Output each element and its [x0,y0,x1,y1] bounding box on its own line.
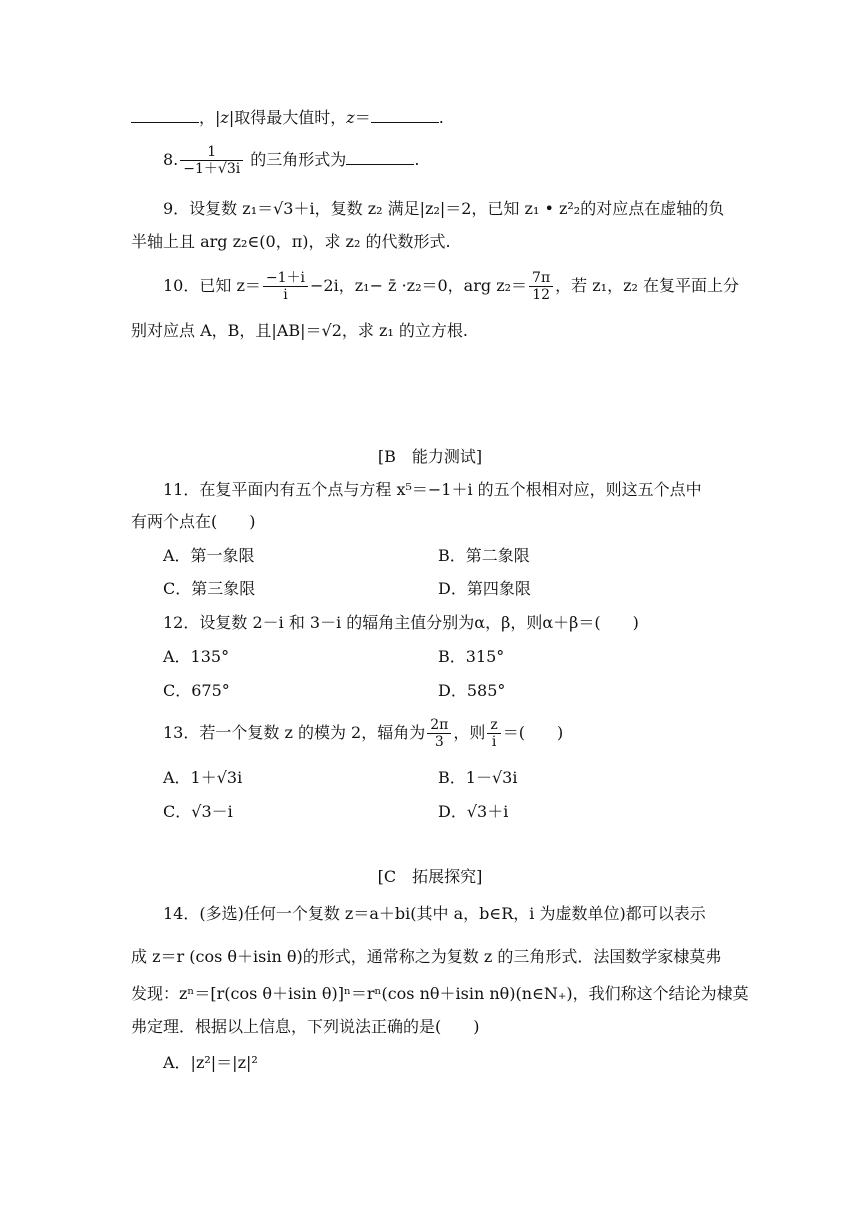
question-11-line-2: 有两个点在( ) [131,512,256,531]
fraction: $\frac{7\pi}{12}$ [529,270,553,303]
fraction: $\frac{1}{-1+√3i}$ [180,144,243,177]
answer-blank [346,150,414,165]
fraction: $\frac{2\pi}{3}$ [427,717,451,750]
question-9-line-2: 半轴上且 arg z₂∈(0，π)，求 z₂ 的代数形式. [131,232,451,251]
option-a: A．|z²|＝|z|² [163,1053,258,1072]
answer-blank [371,108,439,123]
question-14-line-4: 弗定理．根据以上信息，下列说法正确的是( ) [131,1017,480,1036]
option-d: D．√3＋i [438,802,509,821]
question-10-line-1: 10．已知 z＝ $\frac{-1+i}{i}$ −2i，z₁− z̄ ·z₂＝0，arg z₂＝ $\frac{7\pi}{12}$ ，若 z₁，z₂ 在复平面上分 [163,270,740,303]
fraction: $\frac{-1+i}{i}$ [263,270,308,303]
option-d: D．585° [438,681,506,700]
question-14-line-3: 发现：zⁿ＝[r(cos θ＋isin θ)]ⁿ＝rⁿ(cos nθ＋isin nθ)(n∈N₊)，我们称这个结论为棣莫 [131,984,749,1003]
question-8: 8. $\frac{1}{-1+√3i}$ 的三角形式为 . [163,144,420,177]
option-b: B．1－√3i [438,768,518,787]
section-heading-c: [C 拓展探究] [377,867,483,886]
option-c: C．675° [163,681,230,700]
option-c: C．√3－i [163,802,233,821]
line-top: ，|z|取得最大值时，z＝ . [131,107,444,129]
option-a: A．1＋√3i [163,768,243,787]
option-a: A．135° [163,647,230,666]
question-11-line-1: 11．在复平面内有五个点与方程 x⁵＝−1＋i 的五个根相对应，则这五个点中 [163,480,702,499]
option-b: B．315° [438,647,505,666]
question-10-line-2: 别对应点 A，B，且|AB|＝√2，求 z₁ 的立方根. [131,321,468,340]
option-c: C．第三象限 [163,579,256,598]
question-13: 13．若一个复数 z 的模为 2，辐角为 $\frac{2\pi}{3}$ ，则 $\frac{z}{i}$ ＝( ) [163,717,564,750]
option-d: D．第四象限 [438,579,531,598]
option-a: A．第一象限 [163,546,255,565]
question-14-line-1: 14．(多选)任何一个复数 z＝a＋bi(其中 a，b∈R，i 为虚数单位)都可以表示 [163,904,706,923]
option-b: B．第二象限 [438,546,530,565]
section-heading-b: [B 能力测试] [377,447,483,466]
question-9-line-1: 9．设复数 z₁＝√3＋i，复数 z₂ 满足|z₂|＝2，已知 z₁ • z²₂的对应点在虚轴的负 [163,199,725,218]
answer-blank [131,108,199,123]
fraction: $\frac{z}{i}$ [487,717,500,750]
question-12: 12．设复数 2－i 和 3－i 的辐角主值分别为α，β，则α＋β＝( ) [163,613,639,632]
question-14-line-2: 成 z＝r (cos θ＋isin θ)的形式，通常称之为复数 z 的三角形式．法国数学家棣莫弗 [131,947,722,966]
